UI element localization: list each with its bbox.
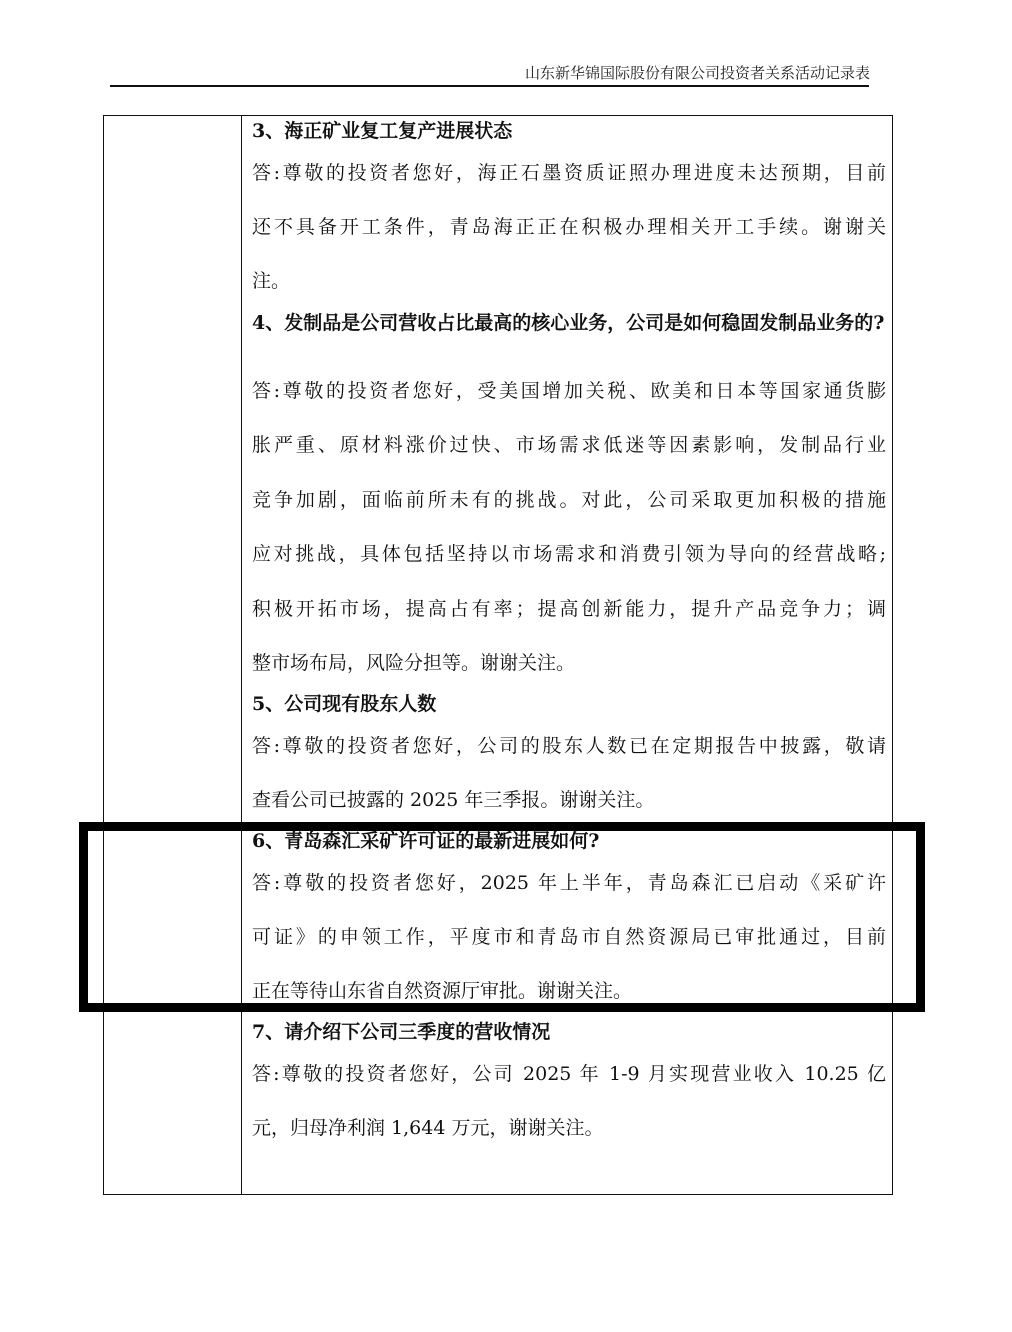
question-5: 5、公司现有股东人数 <box>252 693 437 715</box>
answer-4-line-6: 整市场布局，风险分担等。谢谢关注。 <box>252 652 576 674</box>
page-header-title: 山东新华锦国际股份有限公司投资者关系活动记录表 <box>524 64 870 82</box>
answer-3-line-3: 注。 <box>252 270 291 292</box>
question-6: 6、青岛森汇采矿许可证的最新进展如何? <box>252 830 600 852</box>
answer-4-line-5: 积极开拓市场，提高占有率；提高创新能力，提升产品竞争力；调 <box>252 598 886 620</box>
answer-7-line-2: 元，归母净利润 1,644 万元，谢谢关注。 <box>252 1117 604 1139</box>
answer-3-line-1: 答:尊敬的投资者您好，海正石墨资质证照办理进度未达预期，目前 <box>252 162 886 184</box>
header-rule <box>110 85 869 87</box>
answer-3-line-2: 还不具备开工条件，青岛海正正在积极办理相关开工手续。谢谢关 <box>252 216 886 238</box>
question-3: 3、海正矿业复工复产进展状态 <box>252 120 513 142</box>
answer-6-line-3: 正在等待山东省自然资源厅审批。谢谢关注。 <box>252 980 633 1002</box>
table-column-divider <box>241 115 242 1195</box>
answer-4-line-4: 应对挑战，具体包括坚持以市场需求和消费引领为导向的经营战略; <box>252 543 886 565</box>
answer-4-line-3: 竞争加剧，面临前所未有的挑战。对此，公司采取更加积极的措施 <box>252 489 886 511</box>
answer-4-line-1: 答:尊敬的投资者您好，受美国增加关税、欧美和日本等国家通货膨 <box>252 380 886 402</box>
highlight-box <box>79 822 925 1012</box>
question-4: 4、发制品是公司营收占比最高的核心业务，公司是如何稳固发制品业务的? <box>252 312 885 334</box>
answer-5-line-1: 答:尊敬的投资者您好，公司的股东人数已在定期报告中披露，敬请 <box>252 735 886 757</box>
answer-7-line-1: 答:尊敬的投资者您好，公司 2025 年 1-9 月实现营业收入 10.25 亿 <box>252 1063 886 1085</box>
answer-4-line-2: 胀严重、原材料涨价过快、市场需求低迷等因素影响，发制品行业 <box>252 434 886 456</box>
question-7: 7、请介绍下公司三季度的营收情况 <box>252 1021 551 1043</box>
answer-5-line-2: 查看公司已披露的 2025 年三季报。谢谢关注。 <box>252 789 655 811</box>
answer-6-line-2: 可证》的申领工作，平度市和青岛市自然资源局已审批通过，目前 <box>252 926 886 948</box>
answer-6-line-1: 答:尊敬的投资者您好，2025 年上半年，青岛森汇已启动《采矿许 <box>252 872 886 894</box>
